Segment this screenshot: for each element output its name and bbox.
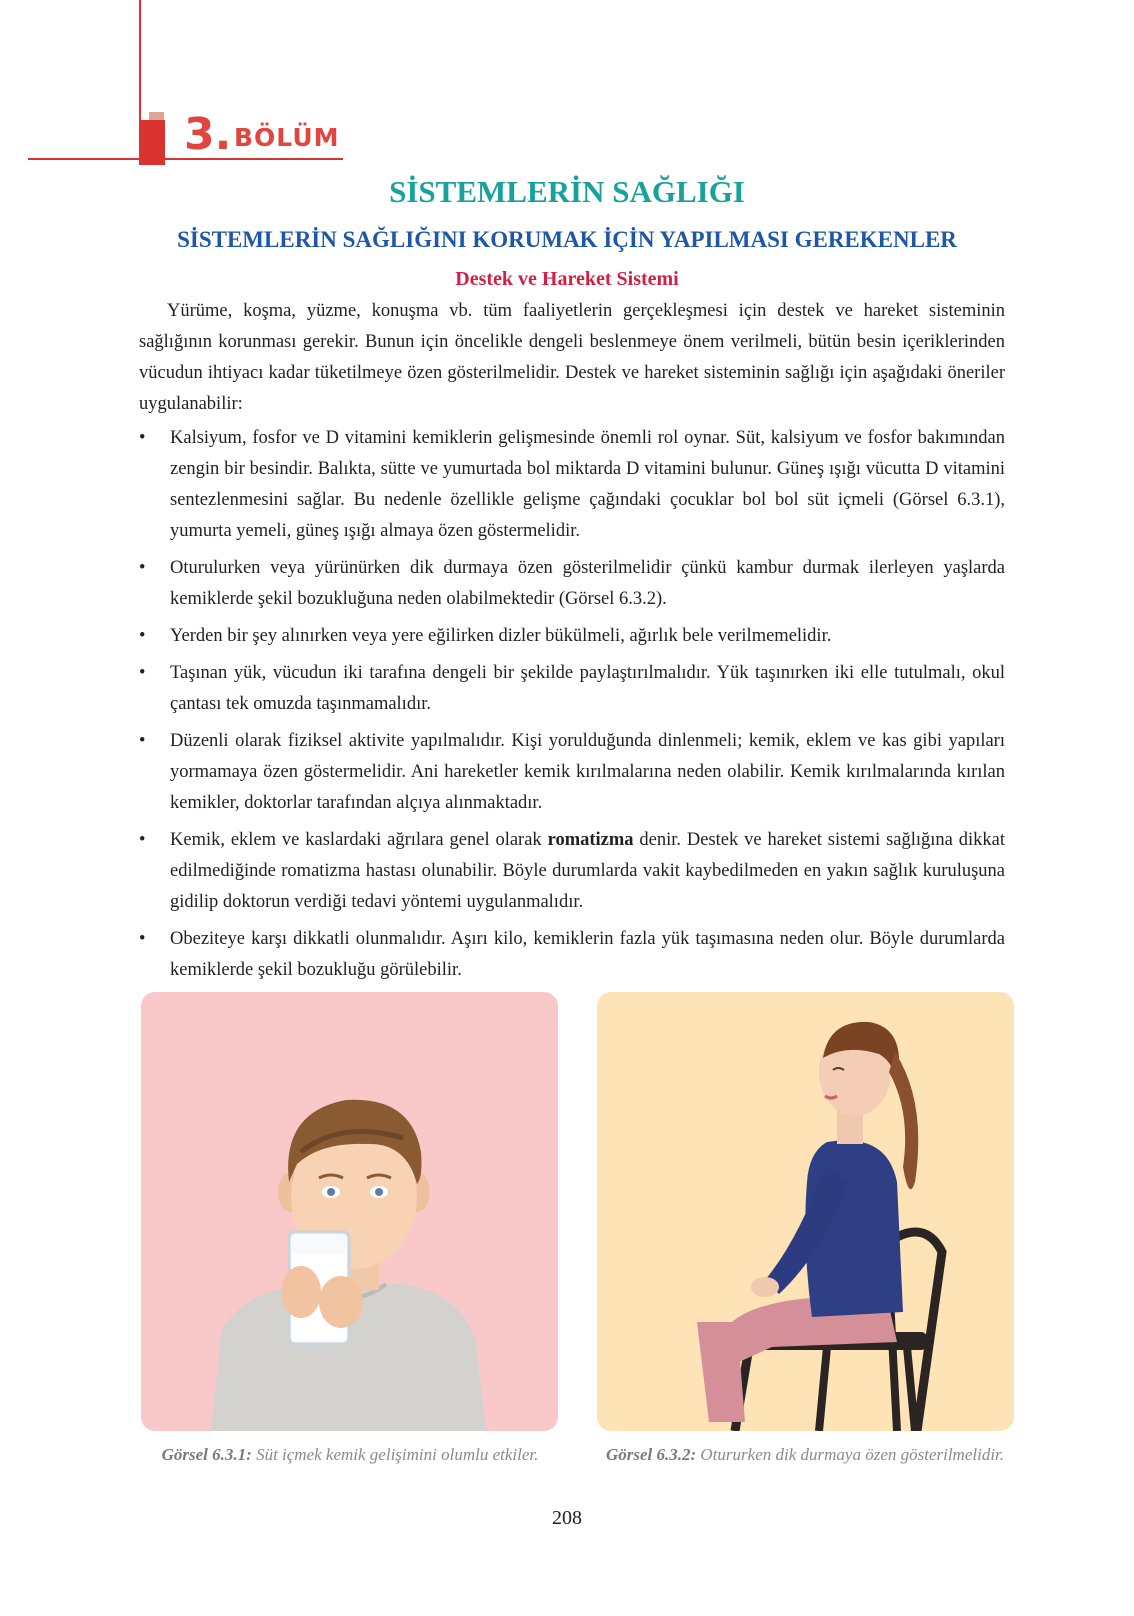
intro-paragraph: Yürüme, koşma, yüzme, konuşma vb. tüm faaliyetlerin gerçekleşmesi için destek ve hareket sisteminin sağlığının korunması gerekir. Bunun için öncelikle dengeli beslenmeye önem verilmeli, bütün besin içeriklerinden vücudun ihtiyacı kadar tüketilmeye özen gösterilmelidir. Destek ve hareket sisteminin sağlığı için aşağıdaki öneriler uygulanabilir: <box>139 301 1005 414</box>
page-title: SİSTEMLERİN SAĞLIĞI <box>389 174 745 209</box>
list-item-text: Taşınan yük, vücudun iki tarafına dengeli bir şekilde paylaştırılmalıdır. Yük taşınırken iki elle tutulmalı, okul çantası tek omuzda taşınmamalıdır. <box>170 663 1005 714</box>
list-item-text: Düzenli olarak fiziksel aktivite yapılmalıdır. Kişi yorulduğunda dinlenmeli; kemik, eklem ve kas gibi yapıları yormamaya özen göstermelidir. Ani hareketler kemik kırılmalarına neden olabilir. Kemik kırılmalarında kırılan kemikler, doktorlar tarafından alçıya alınmaktadır. <box>170 731 1005 813</box>
chapter-marker <box>140 120 165 165</box>
bullet-marker: • <box>139 830 146 850</box>
list-item <box>139 423 1005 547</box>
caption-photo-1 <box>130 1442 570 1468</box>
bullet-marker: • <box>139 558 146 578</box>
list-item-text-end: denir. Destek ve hareket sistemi sağlığına dikkat edilmediğinde romatizma hastası olunabilir. Böyle durumlarda vakit kaybedilmeden en yakın sağlık kuruluşuna gidilip doktorun verdiği tedavi yöntemi uygulanmalıdır. <box>170 830 1005 912</box>
bullet-marker: • <box>139 731 146 751</box>
section-heading: Destek ve Hareket Sistemi <box>455 268 679 290</box>
list-item-text: Oturulurken veya yürünürken dik durmaya özen gösterilmelidir çünkü kambur durmak ilerleyen yaşlarda kemiklerde şekil bozukluğuna neden olabilmektedir (Görsel 6.3.2). <box>170 558 1005 609</box>
body-text <box>139 296 1005 992</box>
page-subtitle: SİSTEMLERİN SAĞLIĞINI KORUMAK İÇİN YAPILMASI GEREKENLER <box>177 227 957 252</box>
list-item-text-start: Kemik, eklem ve kaslardaki ağrılara genel olarak <box>170 830 548 850</box>
caption-label: Görsel 6.3.2: <box>605 1445 697 1464</box>
list-item-text: Kalsiyum, fosfor ve D vitamini kemiklerin gelişmesinde önemli rol oynar. Süt, kalsiyum ve fosfor bakımından zengin bir besindir. Balıkta, sütte ve yumurtada bol miktarda D vitamini bulunur. Güneş ışığı vücutta D vitamini sentezlenmesini sağlar. Bu nedenle özellikle gelişme çağındaki çocuklar bol bol süt içmeli (Görsel 6.3.1), yumurta yemeli, güneş ışığı almaya özen göstermelidir. <box>170 428 1005 541</box>
photo-woman-sitting-upright <box>597 992 1014 1431</box>
caption-photo-2 <box>585 1442 1025 1468</box>
caption-text: Süt içmek kemik gelişimini olumlu etkiler. <box>251 1445 539 1464</box>
bullet-marker: • <box>139 428 146 448</box>
list-item <box>139 658 1005 720</box>
list-item <box>139 621 1005 652</box>
woman-sitting-illustration <box>597 992 1014 1431</box>
bullet-marker: • <box>139 626 146 646</box>
list-item <box>139 726 1005 819</box>
list-item <box>139 553 1005 615</box>
bullet-marker: • <box>139 663 146 683</box>
chapter-label: BÖLÜM <box>234 123 340 152</box>
page-number: 208 <box>552 1507 582 1529</box>
caption-label: Görsel 6.3.1: <box>161 1445 252 1464</box>
recommendation-list <box>139 423 1005 986</box>
caption-text: Otururken dik durmaya özen gösterilmelidir. <box>696 1445 1005 1464</box>
list-item <box>139 924 1005 986</box>
bold-term: romatizma <box>547 830 634 850</box>
list-item-text <box>170 830 1005 912</box>
photo-boy-drinking-milk <box>141 992 558 1431</box>
list-item-text: Obeziteye karşı dikkatli olunmalıdır. Aşırı kilo, kemiklerin fazla yük taşımasına neden olur. Böyle durumlarda kemiklerde şekil bozukluğu görülebilir. <box>170 929 1005 980</box>
bullet-marker: • <box>139 929 146 949</box>
list-item <box>139 825 1005 918</box>
boy-drinking-milk-illustration <box>141 992 558 1431</box>
chapter-number: 3. <box>184 109 232 160</box>
list-item-text: Yerden bir şey alınırken veya yere eğilirken dizler bükülmeli, ağırlık bele verilmemelidir. <box>170 626 832 646</box>
